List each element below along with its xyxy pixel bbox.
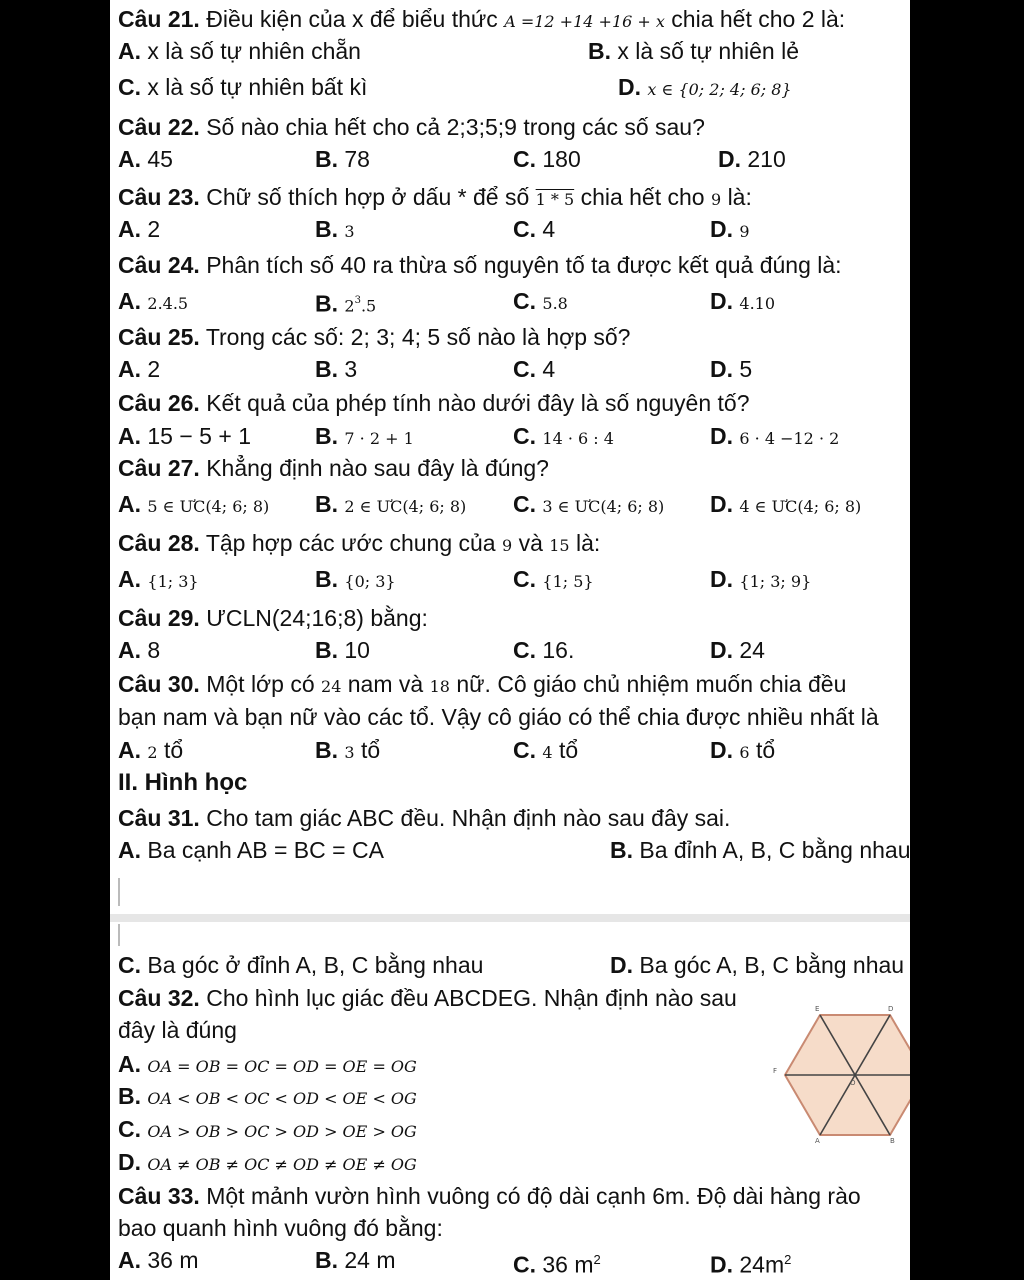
option-d[interactable]: D. {1; 3; 9}	[710, 566, 812, 592]
option-c[interactable]: C. 4 tổ	[513, 737, 579, 763]
option-c[interactable]: C. 4	[513, 356, 556, 382]
vertex-label-f: F	[773, 1067, 778, 1075]
question-32-line2: đây là đúng	[118, 1017, 237, 1043]
option-c[interactable]: C. 3 ∈ ƯC(4; 6; 8)	[513, 491, 665, 517]
vertex-label-b: B	[890, 1137, 895, 1143]
option-b[interactable]: B. 3 tổ	[315, 737, 381, 763]
question-21	[118, 4, 845, 37]
option-d[interactable]: D. 4 ∈ ƯC(4; 6; 8)	[710, 491, 862, 517]
page-break	[110, 914, 910, 922]
question-label: Câu 21.	[118, 6, 200, 32]
question-30-line2: bạn nam và bạn nữ vào các tổ. Vậy cô giáo có thể chia được nhiều nhất là	[118, 704, 879, 730]
option-c[interactable]: C. 4	[513, 216, 556, 242]
question-33: Câu 33. Một mảnh vườn hình vuông có độ dài cạnh 6m. Độ dài hàng rào	[118, 1183, 861, 1209]
option-d[interactable]: D. 24	[710, 637, 765, 663]
question-32: Câu 32. Cho hình lục giác đều ABCDEG. Nhận định nào sau	[118, 985, 737, 1011]
question-33-line2: bao quanh hình vuông đó bằng:	[118, 1215, 443, 1241]
option-b[interactable]: B. 10	[315, 637, 370, 663]
option-b[interactable]: B. {0; 3}	[315, 566, 396, 592]
question-label: Câu 28.	[118, 530, 200, 556]
question-29: Câu 29. ƯCLN(24;16;8) bằng:	[118, 605, 428, 631]
option-d[interactable]: D. OA ≠ OB ≠ OC ≠ OD ≠ OE ≠ OG	[118, 1149, 417, 1175]
question-label: Câu 31.	[118, 805, 200, 831]
option-b[interactable]: B. 3	[315, 356, 358, 382]
question-label: Câu 26.	[118, 390, 200, 416]
question-text: Điều kiện của x để biểu thức	[206, 6, 498, 32]
question-26: Câu 26. Kết quả của phép tính nào dưới đây là số nguyên tố?	[118, 390, 750, 416]
vertex-label-e: E	[815, 1005, 820, 1013]
question-label: Câu 29.	[118, 605, 200, 631]
overlined-number: 1 * 5	[535, 190, 575, 209]
option-d[interactable]: D. 210	[718, 146, 786, 172]
option-b[interactable]: B. 3	[315, 216, 355, 242]
option-b[interactable]: B. 78	[315, 146, 370, 172]
vertex-label-d: D	[888, 1005, 894, 1013]
option-d[interactable]: D. Ba góc A, B, C bằng nhau	[610, 952, 905, 978]
question-24: Câu 24. Phân tích số 40 ra thừa số nguyên tố ta được kết quả đúng là:	[118, 252, 842, 278]
option-c[interactable]: C. {1; 5}	[513, 566, 594, 592]
option-a[interactable]: A. 2.4.5	[118, 288, 189, 314]
option-c[interactable]: C. 180	[513, 146, 581, 172]
option-c[interactable]: C. 36 $m^2$	[513, 1251, 601, 1278]
option-a[interactable]: A. 36 m	[118, 1247, 199, 1273]
question-30: Câu 30. Một lớp có 24 nam và 18 nữ. Cô giáo chủ nhiệm muốn chia đều	[118, 671, 847, 697]
option-a[interactable]: A. x là số tự nhiên chẵn	[118, 38, 361, 64]
text-cursor	[118, 878, 120, 906]
option-a[interactable]: A. OA = OB = OC = OD = OE = OG	[118, 1051, 417, 1077]
option-b[interactable]: B. 7 · 2 + 1	[315, 423, 414, 449]
option-b[interactable]: B. x là số tự nhiên lẻ	[588, 38, 799, 64]
question-text: chia hết cho 2 là:	[671, 6, 846, 32]
question-label: Câu 32.	[118, 985, 200, 1011]
vertex-label-a: A	[815, 1137, 820, 1143]
option-d[interactable]: D. 9	[710, 216, 750, 242]
option-d[interactable]: D. $24m^2$	[710, 1251, 792, 1278]
question-label: Câu 25.	[118, 324, 200, 350]
question-label: Câu 27.	[118, 455, 200, 481]
option-a[interactable]: A. Ba cạnh AB = BC = CA	[118, 837, 384, 863]
option-d[interactable]: D. x ∈ {0; 2; 4; 6; 8}	[618, 74, 792, 100]
option-b[interactable]: B. Ba đỉnh A, B, C bằng nhau	[610, 837, 910, 863]
text-cursor	[118, 924, 120, 946]
option-b[interactable]: B. $2^3.5$	[315, 290, 377, 317]
option-d[interactable]: D. 4.10	[710, 288, 776, 314]
option-c[interactable]: C. x là số tự nhiên bất kì	[118, 74, 368, 100]
center-label-o: O	[850, 1079, 856, 1087]
option-c[interactable]: C. Ba góc ở đỉnh A, B, C bằng nhau	[118, 952, 484, 978]
question-label: Câu 23.	[118, 184, 200, 210]
question-label: Câu 22.	[118, 114, 200, 140]
question-28: Câu 28. Tập hợp các ước chung của 9 và 15 là:	[118, 530, 601, 556]
math-expression: A =12 +14 +16 + x	[504, 12, 665, 31]
option-a[interactable]: A. 45	[118, 146, 173, 172]
option-a[interactable]: A. 2	[118, 356, 161, 382]
option-d[interactable]: D. 6 · 4 −12 · 2	[710, 423, 840, 449]
hexagon-svg	[765, 1003, 910, 1143]
question-22	[118, 112, 705, 142]
option-a[interactable]: A. 2 tổ	[118, 737, 184, 763]
option-d[interactable]: D. 5	[710, 356, 753, 382]
question-31: Câu 31. Cho tam giác ABC đều. Nhận định nào sau đây sai.	[118, 805, 731, 831]
option-b[interactable]: B. 24 m	[315, 1247, 396, 1273]
option-b[interactable]: B. OA < OB < OC < OD < OE < OG	[118, 1083, 417, 1109]
option-a[interactable]: A. {1; 3}	[118, 566, 199, 592]
option-a[interactable]: A. 15 − 5 + 1	[118, 423, 251, 449]
option-a[interactable]: A. 5 ∈ ƯC(4; 6; 8)	[118, 491, 270, 517]
question-25: Câu 25. Trong các số: 2; 3; 4; 5 số nào là hợp số?	[118, 324, 631, 350]
section-heading: II. Hình học	[118, 769, 248, 796]
option-d[interactable]: D. 6 tổ	[710, 737, 776, 763]
question-label: Câu 24.	[118, 252, 200, 278]
question-label: Câu 30.	[118, 671, 200, 697]
document-page	[110, 0, 910, 1280]
option-b[interactable]: B. 2 ∈ ƯC(4; 6; 8)	[315, 491, 467, 517]
question-27: Câu 27. Khẳng định nào sau đây là đúng?	[118, 455, 549, 481]
option-c[interactable]: C. 14 · 6 : 4	[513, 423, 614, 449]
question-text: Số nào chia hết cho cả 2;3;5;9 trong các số sau?	[206, 114, 705, 140]
question-23: Câu 23. Chữ số thích hợp ở dấu * để số 1 * 5 chia hết cho 9 là:	[118, 184, 752, 210]
option-a[interactable]: A. 8	[118, 637, 161, 663]
option-c[interactable]: C. OA > OB > OC > OD > OE > OG	[118, 1116, 417, 1142]
hexagon-figure	[765, 1003, 910, 1143]
option-c[interactable]: C. 5.8	[513, 288, 568, 314]
option-a[interactable]: A. 2	[118, 216, 161, 242]
option-c[interactable]: C. 16.	[513, 637, 575, 663]
question-label: Câu 33.	[118, 1183, 200, 1209]
